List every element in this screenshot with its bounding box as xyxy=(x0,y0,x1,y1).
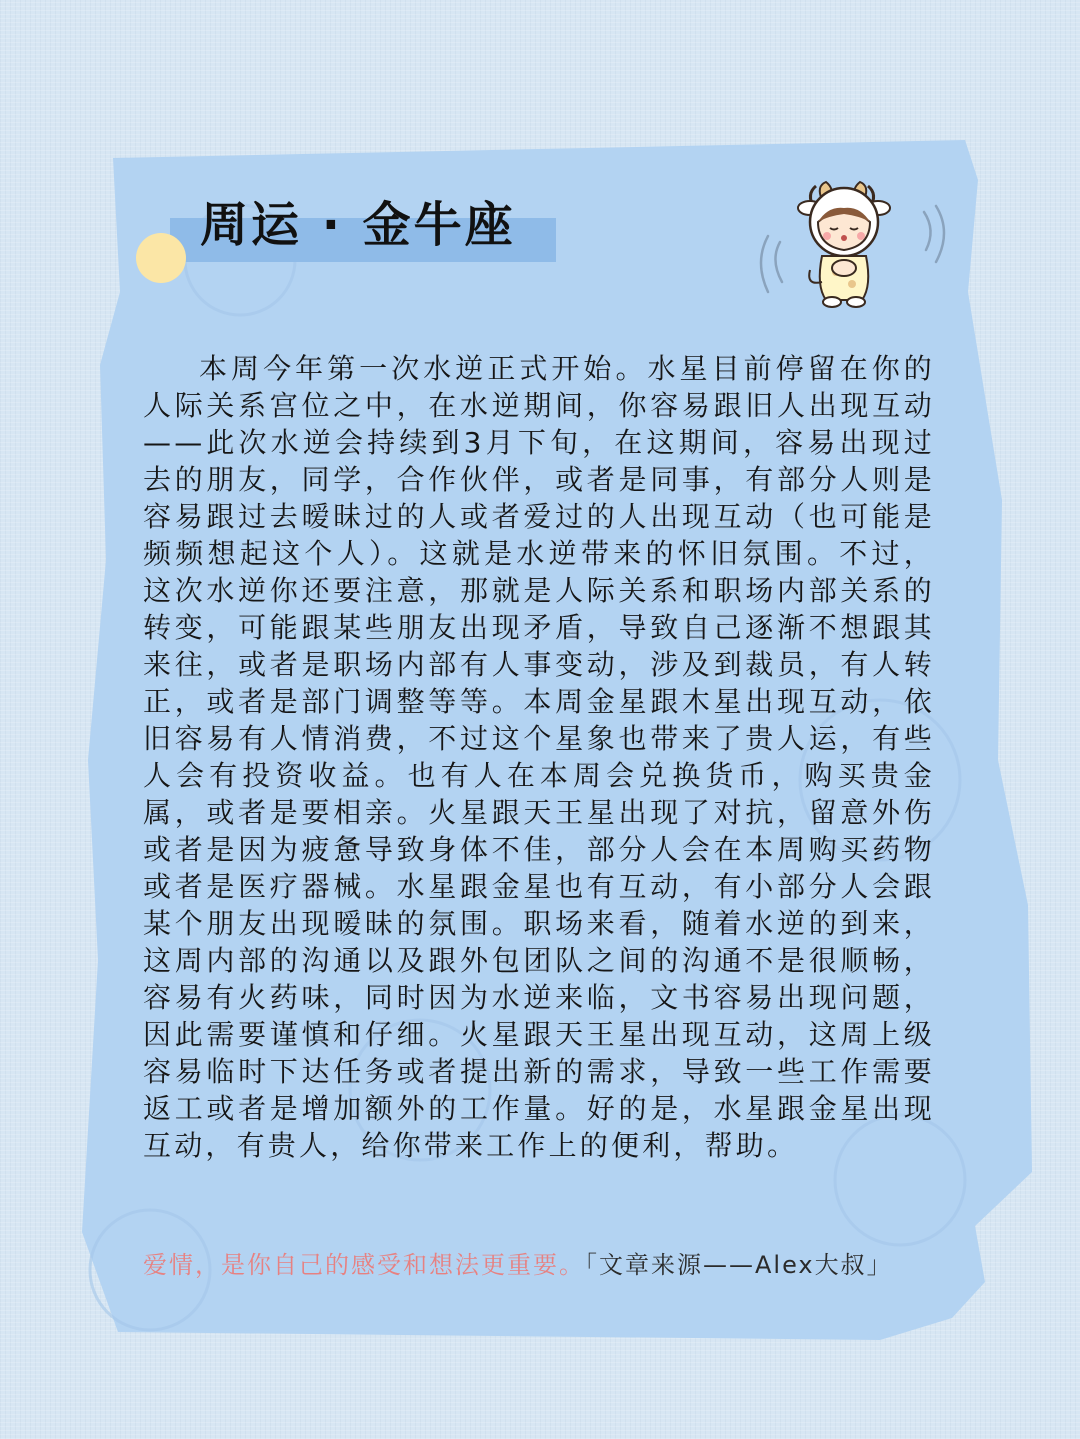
source-credit: 「文章来源——Alex大叔」 xyxy=(585,1251,893,1279)
footer-line xyxy=(143,1245,943,1280)
love-quote: 爱情，是你自己的感受和想法更重要。 xyxy=(143,1251,585,1279)
title-dot-decoration xyxy=(136,233,186,283)
horoscope-body-text: 本周今年第一次水逆正式开始。水星目前停留在你的人际关系宫位之中，在水逆期间，你容易跟旧人出现互动——此次水逆会持续到3月下旬，在这期间，容易出现过去的朋友，同学，合作伙伴，或者是同事，有部分人则是容易跟过去暧昧过的人或者爱过的人出现互动（也可能是频频想起这个人）。这就是水逆带来的怀旧氛围。不过，这次水逆你还要注意，那就是人际关系和职场内部关系的转变，可能跟某些朋友出现矛盾，导致自己逐渐不想跟其来往，或者是职场内部有人事变动，涉及到裁员，有人转正，或者是部门调整等等。本周金星跟木星出现互动，依旧容易有人情消费，不过这个星象也带来了贵人运，有些人会有投资收益。也有人在本周会兑换货币，购买贵金属，或者是要相亲。火星跟天王星出现了对抗，留意外伤或者是因为疲惫导致身体不佳，部分人会在本周购买药物或者是医疗器械。水星跟金星也有互动，有小部分人会跟某个朋友出现暧昧的氛围。职场来看，随着水逆的到来，这周内部的沟通以及跟外包团队之间的沟通不是很顺畅，容易有火药味，同时因为水逆来临，文书容易出现问题，因此需要谨慎和仔细。火星跟天王星出现互动，这周上级容易临时下达任务或者提出新的需求，导致一些工作需要返工或者是增加额外的工作量。好的是，水星跟金星出现互动，有贵人，给你带来工作上的便利，帮助。 xyxy=(143,352,935,1162)
page-title: 周运 · 金牛座 xyxy=(200,197,516,253)
cow-costume-child-icon xyxy=(752,172,952,312)
